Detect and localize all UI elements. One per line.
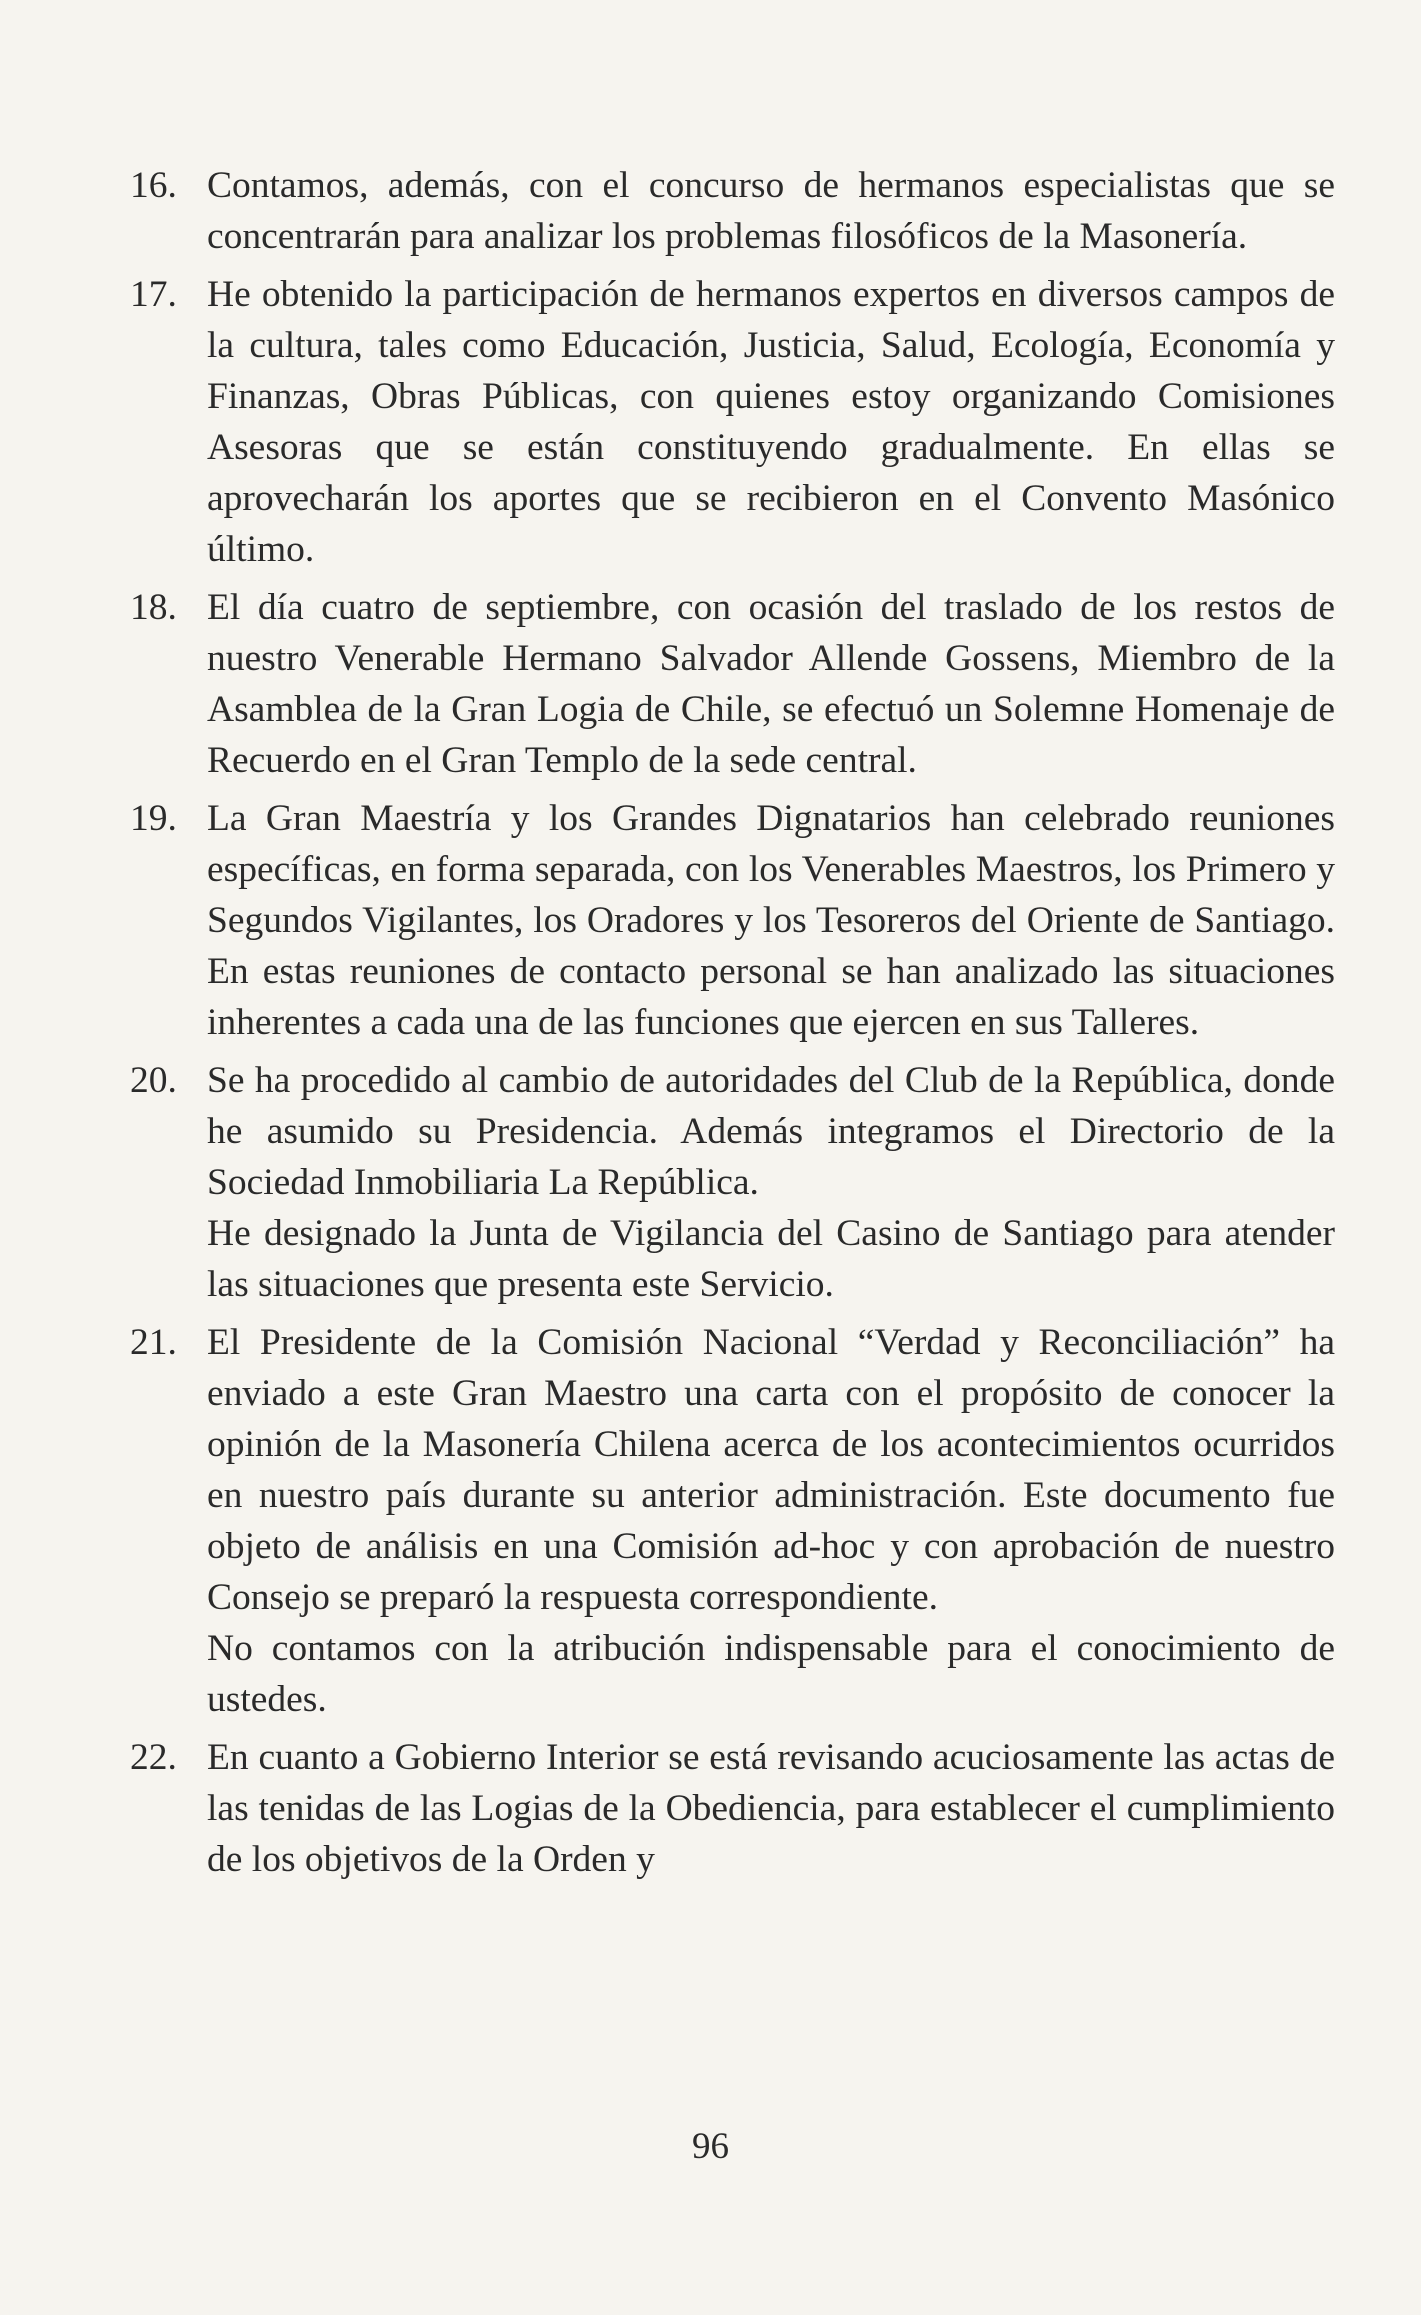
item-paragraph: La Gran Maestría y los Grandes Dignatarios han celebrado reuniones específicas, en forma separada, con los Venerables Maestros, los Primero y Segundos Vigilantes, los Oradores y los Tesoreros del Oriente de Santiago. En estas reuniones de contacto personal se han analizado las situaciones inherentes a cada una de las funciones que ejercen en sus Talleres. — [207, 798, 1335, 1043]
list-item — [130, 1732, 1335, 1885]
item-paragraph: El Presidente de la Comisión Nacional “Verdad y Reconciliación” ha enviado a este Gran Maestro una carta con el propósito de conocer la opinión de la Masonería Chilena acerca de los acontecimientos ocurridos en nuestro país durante su anterior administración. Este documento fue objeto de análisis en una Comisión ad-hoc y con aprobación de nuestro Consejo se preparó la respuesta correspondiente. — [207, 1322, 1335, 1618]
item-body — [207, 1055, 1335, 1310]
item-paragraph: Contamos, además, con el concurso de hermanos especialistas que se concentrarán para analizar los problemas filosóficos de la Masonería. — [207, 165, 1335, 257]
item-body — [207, 793, 1335, 1048]
list-item — [130, 793, 1335, 1048]
item-number: 19. — [130, 798, 177, 839]
item-paragraph: He obtenido la participación de hermanos expertos en diversos campos de la cultura, tales como Educación, Justicia, Salud, Ecología, Economía y Finanzas, Obras Públicas, con quienes estoy organizando Comisiones Asesoras que se están constituyendo gradualmente. En ellas se aprovecharán los aportes que se recibieron en el Convento Masónico último. — [207, 274, 1335, 570]
item-paragraph: Se ha procedido al cambio de autoridades del Club de la República, donde he asumido su Presidencia. Además integramos el Directorio de la Sociedad Inmobiliaria La República. — [207, 1060, 1335, 1203]
item-body — [207, 160, 1335, 262]
list-item — [130, 1055, 1335, 1310]
item-number: 20. — [130, 1060, 177, 1101]
item-paragraph: En cuanto a Gobierno Interior se está revisando acuciosamente las actas de las tenidas de las Logias de la Obediencia, para establecer el cumplimiento de los objetivos de la Orden y — [207, 1737, 1335, 1880]
item-number: 16. — [130, 165, 177, 206]
page-number: 96 — [692, 2126, 729, 2167]
list-item — [130, 160, 1335, 262]
item-body — [207, 1317, 1335, 1725]
list-item — [130, 1317, 1335, 1725]
item-paragraph: No contamos con la atribución indispensable para el conocimiento de ustedes. — [207, 1628, 1335, 1720]
text-block — [130, 160, 1335, 1892]
item-number: 22. — [130, 1737, 177, 1778]
item-body — [207, 1732, 1335, 1885]
list-item — [130, 582, 1335, 786]
item-number: 17. — [130, 274, 177, 315]
item-number: 21. — [130, 1322, 177, 1363]
item-body — [207, 582, 1335, 786]
item-paragraph: He designado la Junta de Vigilancia del Casino de Santiago para atender las situaciones que presenta este Servicio. — [207, 1213, 1335, 1305]
item-paragraph: El día cuatro de septiembre, con ocasión del traslado de los restos de nuestro Venerable Hermano Salvador Allende Gossens, Miembro de la Asamblea de la Gran Logia de Chile, se efectuó un Solemne Homenaje de Recuerdo en el Gran Templo de la sede central. — [207, 587, 1335, 781]
list-item — [130, 269, 1335, 575]
item-body — [207, 269, 1335, 575]
item-number: 18. — [130, 587, 177, 628]
